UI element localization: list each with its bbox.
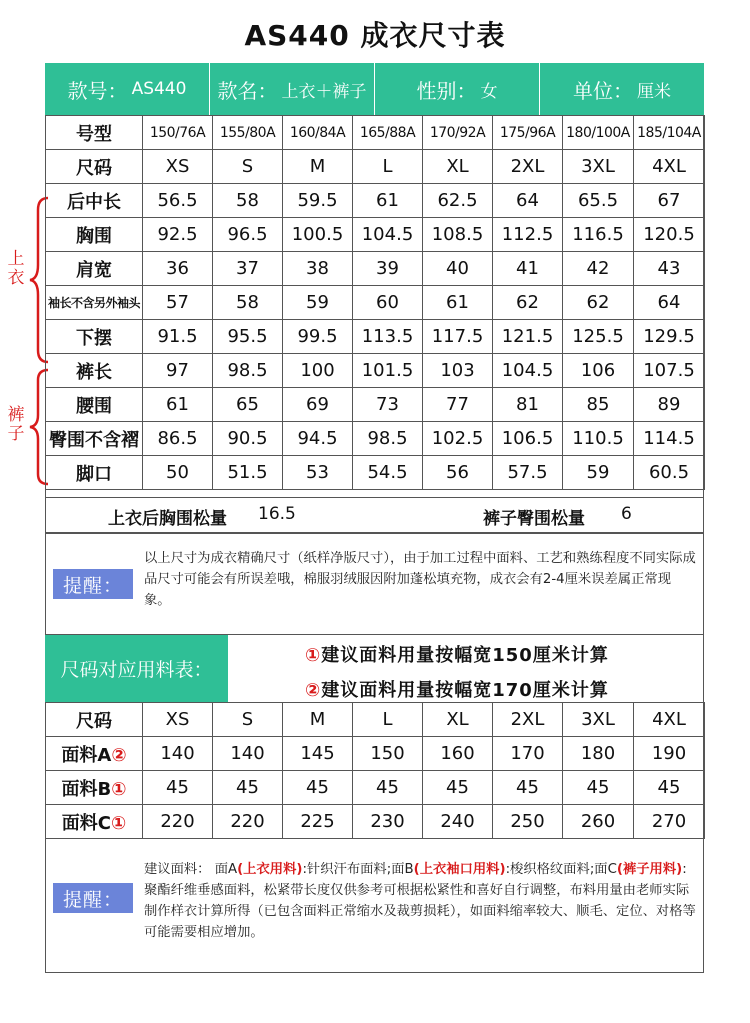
style-name [209,63,374,115]
table-cell: 100 [283,354,353,388]
row-label: 腰围 [46,388,143,422]
table-cell: 230 [353,805,423,839]
table-cell: 170/92A [423,116,493,150]
table-row [46,116,705,150]
table-cell: 64 [493,184,563,218]
table-cell: 45 [634,771,705,805]
table-cell: 38 [283,252,353,286]
table-cell: 97 [143,354,213,388]
header-cell: XL [423,703,493,737]
table-cell: 56.5 [143,184,213,218]
reminder-2-highlight-1: (上衣用料) [237,862,303,877]
table-cell: 65 [213,388,283,422]
table-cell: 99.5 [283,320,353,354]
fabric-name: 面料A [61,744,112,766]
table-cell: 45 [493,771,563,805]
table-cell: 2XL [493,150,563,184]
table-row [46,184,705,218]
table-cell: 50 [143,456,213,490]
table-cell: 58 [213,184,283,218]
pants-side-label: 裤子 [7,405,25,444]
fabric-advice-1 [305,641,609,667]
table-row [46,286,705,320]
table-cell: 108.5 [423,218,493,252]
table-cell: 240 [423,805,493,839]
size-table [45,115,705,490]
table-cell: 165/88A [353,116,423,150]
table-cell: 155/80A [213,116,283,150]
table-cell: 45 [143,771,213,805]
table-row [46,388,705,422]
pants-ease-label: 裤子臀围松量 [483,509,585,529]
ease-summary [45,497,704,533]
reminder-pill-2: 提醒： [53,883,133,913]
table-cell: 67 [634,184,705,218]
table-cell: 101.5 [353,354,423,388]
table-cell: 145 [283,737,353,771]
row-label [46,771,143,805]
table-cell: 104.5 [353,218,423,252]
table-cell: 140 [143,737,213,771]
table-cell: 150 [353,737,423,771]
table-cell: 95.5 [213,320,283,354]
table-row [46,218,705,252]
reminder-2-part-2: :针织汗布面料;面B [302,862,414,877]
table-cell: 45 [283,771,353,805]
table-row [46,422,705,456]
row-label: 脚口 [46,456,143,490]
table-cell: 160 [423,737,493,771]
table-cell: M [283,150,353,184]
table-cell: 110.5 [563,422,634,456]
table-cell: 45 [563,771,634,805]
table-cell: 60 [353,286,423,320]
top-side-label: 上衣 [7,249,25,288]
top-ease-label: 上衣后胸围松量 [108,509,227,529]
table-cell: 98.5 [213,354,283,388]
style-number-value: AS440 [131,79,187,99]
table-row [46,456,705,490]
reminder-box-2 [45,838,704,973]
reminder-2-highlight-3: (裤子用料) [616,862,683,877]
gender [374,63,539,115]
table-row [46,737,705,771]
gender-label: 性别： [416,78,477,103]
table-cell: 61 [423,286,493,320]
table-row [46,354,705,388]
page-title: AS440 成衣尺寸表 [244,19,506,52]
table-cell: 96.5 [213,218,283,252]
table-cell: 41 [493,252,563,286]
header-cell: 2XL [493,703,563,737]
table-cell: 91.5 [143,320,213,354]
table-cell: 61 [143,388,213,422]
table-cell: 59 [283,286,353,320]
table-cell: 150/76A [143,116,213,150]
table-cell: 43 [634,252,705,286]
table-cell: 98.5 [353,422,423,456]
table-cell: 64 [634,286,705,320]
advice-2-text: 建议面料用量按幅宽170厘米计算 [321,680,609,701]
table-cell: 170 [493,737,563,771]
header-cell: 尺码 [46,703,143,737]
table-cell: 117.5 [423,320,493,354]
fabric-width-mark: ① [111,778,127,800]
table-cell: 54.5 [353,456,423,490]
table-cell: 92.5 [143,218,213,252]
top-ease-value: 16.5 [258,504,296,524]
reminder-box-1 [45,533,704,635]
style-name-value: 上衣＋裤子 [281,81,367,102]
header-cell: L [353,703,423,737]
advice-1-text: 建议面料用量按幅宽150厘米计算 [321,645,609,666]
unit-label: 单位： [573,78,633,103]
table-cell: 94.5 [283,422,353,456]
fabric-advice-2 [305,676,609,702]
table-cell: 56 [423,456,493,490]
table-cell: XS [143,150,213,184]
fabric-name: 面料B [61,778,112,800]
table-cell: XL [423,150,493,184]
table-cell: 185/104A [634,116,705,150]
table-cell: 220 [143,805,213,839]
fabric-width-mark: ① [110,812,127,834]
table-cell: S [213,150,283,184]
fabric-width-mark: ② [111,744,127,766]
table-row [46,320,705,354]
table-cell: 51.5 [213,456,283,490]
table-cell: 36 [143,252,213,286]
table-cell: 37 [213,252,283,286]
table-cell: 81 [493,388,563,422]
table-cell: 73 [353,388,423,422]
table-cell: 90.5 [213,422,283,456]
header-cell: S [213,703,283,737]
reminder-2-part-3: :梭织格纹面料;面C [505,862,617,877]
table-cell: 57 [143,286,213,320]
table-cell: L [353,150,423,184]
gender-value: 女 [480,81,498,102]
row-label: 后中长 [46,184,143,218]
table-cell: 4XL [634,150,705,184]
style-number-label: 款号： [67,78,128,103]
table-cell: 89 [634,388,705,422]
style-number [45,63,209,115]
table-cell: 113.5 [353,320,423,354]
header-cell: M [283,703,353,737]
table-cell: 100.5 [283,218,353,252]
table-cell: 59 [563,456,634,490]
table-cell: 106.5 [493,422,563,456]
table-cell: 140 [213,737,283,771]
table-cell: 160/84A [283,116,353,150]
table-cell: 62.5 [423,184,493,218]
row-label: 袖长不含另外袖头 [46,286,143,320]
header-cell: 4XL [634,703,705,737]
pants-ease-value: 6 [621,504,632,524]
table-cell: 270 [634,805,705,839]
reminder-text-2 [144,859,697,943]
table-cell: 59.5 [283,184,353,218]
row-label [46,805,143,839]
table-cell: 125.5 [563,320,634,354]
table-cell: 57.5 [493,456,563,490]
advice-1-mark: ① [305,645,322,666]
table-cell: 220 [213,805,283,839]
table-row [46,805,705,839]
row-label [46,737,143,771]
table-cell: 120.5 [634,218,705,252]
reminder-2-part-4: :聚酯纤维垂感面料，松紧带长度仅供参考可根据松紧性和喜好自行调整，布料用量由老师实际制作样衣计算所得（已包含面料正常缩水及裁剪损耗），如面料缩率较大、顺毛、定位、对格等可能需要相应增加。 [144,862,696,940]
table-cell: 180 [563,737,634,771]
table-cell: 3XL [563,150,634,184]
unit [539,63,704,115]
table-cell: 190 [634,737,705,771]
table-row [46,252,705,286]
table-cell: 39 [353,252,423,286]
table-cell: 62 [563,286,634,320]
table-row [46,771,705,805]
style-header-bar [45,63,704,115]
table-cell: 77 [423,388,493,422]
table-cell: 86.5 [143,422,213,456]
table-cell: 53 [283,456,353,490]
row-label: 胸围 [46,218,143,252]
table-cell: 65.5 [563,184,634,218]
table-cell: 40 [423,252,493,286]
table-cell: 116.5 [563,218,634,252]
reminder-2-part-1: 建议面料： 面A [144,862,238,877]
table-cell: 112.5 [493,218,563,252]
advice-2-mark: ② [305,680,322,701]
row-label: 肩宽 [46,252,143,286]
unit-value: 厘米 [637,81,671,102]
reminder-text-1: 以上尺寸为成衣精确尺寸（纸样净版尺寸），由于加工过程中面料、工艺和熟练程度不同实际成品尺寸可能会有所误差哦，棉服羽绒服因附加蓬松填充物，成衣会有2-4厘米误差属正常现象。 [144,551,696,608]
fabric-name: 面料C [61,812,111,834]
reminder-pill-1: 提醒： [53,569,133,599]
table-cell: 69 [283,388,353,422]
table-cell: 60.5 [634,456,705,490]
table-cell: 114.5 [634,422,705,456]
table-cell: 250 [493,805,563,839]
row-label: 裤长 [46,354,143,388]
table-cell: 58 [213,286,283,320]
table-cell: 175/96A [493,116,563,150]
table-cell: 45 [423,771,493,805]
fabric-table [45,702,705,839]
table-cell: 62 [493,286,563,320]
table-cell: 225 [283,805,353,839]
header-cell: XS [143,703,213,737]
table-cell: 121.5 [493,320,563,354]
row-label: 号型 [46,116,143,150]
fabric-table-title: 尺码对应用料表： [45,635,228,702]
table-cell: 104.5 [493,354,563,388]
table-cell: 106 [563,354,634,388]
table-cell: 260 [563,805,634,839]
table-cell: 42 [563,252,634,286]
table-cell: 129.5 [634,320,705,354]
row-label: 尺码 [46,150,143,184]
table-cell: 180/100A [563,116,634,150]
row-label: 臀围不含褶 [46,422,143,456]
table-cell: 61 [353,184,423,218]
table-row [46,150,705,184]
style-name-label: 款名： [217,78,278,103]
table-cell: 103 [423,354,493,388]
table-cell: 102.5 [423,422,493,456]
header-cell: 3XL [563,703,634,737]
row-label: 下摆 [46,320,143,354]
table-cell: 107.5 [634,354,705,388]
table-cell: 45 [213,771,283,805]
table-cell: 85 [563,388,634,422]
reminder-2-highlight-2: (上衣袖口用料) [413,862,506,877]
table-cell: 45 [353,771,423,805]
table-header-row [46,703,705,737]
